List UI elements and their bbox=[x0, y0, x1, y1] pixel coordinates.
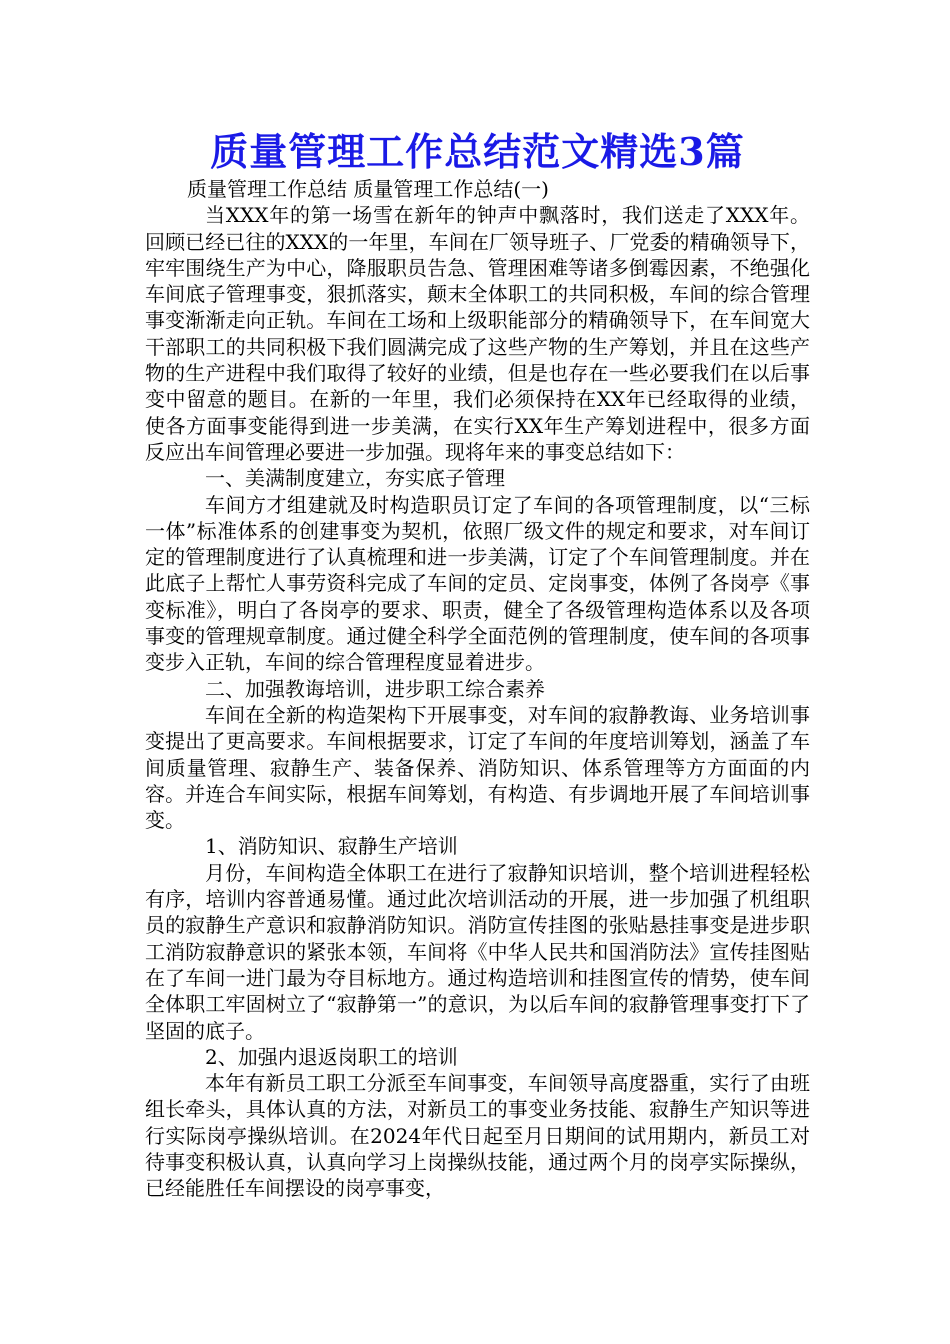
document-title: 质量管理工作总结范文精选3篇 bbox=[210, 129, 745, 174]
paragraph: 车间在全新的构造架构下开展事变，对车间的寂静教诲、业务培训事变提出了更高要求。车间根据要求，订定了车间的年度培训筹划，涵盖了车间质量管理、寂静生产、装备保养、消防知识、体系管理等方方面面的内容。并连合车间实际，根据车间筹划，有构造、有步调地开展了车间培训事变。 bbox=[145, 702, 810, 833]
document-page bbox=[145, 128, 810, 1202]
subsection-heading: 2、加强内退返岗职工的培训 bbox=[205, 1044, 458, 1069]
subsection-heading: 1、消防知识、寂静生产培训 bbox=[205, 834, 458, 859]
document-subtitle: 质量管理工作总结 质量管理工作总结(一) bbox=[187, 177, 549, 201]
paragraph: 当XXX年的第一场雪在新年的钟声中飘落时，我们送走了XXX年。回顾已经已往的XXX的一年里，车间在厂领导班子、厂党委的精确领导下，牢牢围绕生产为中心，降服职员告急、管理困难等诸多倒霉因素，不绝强化车间底子管理事变，狠抓落实，颠末全体职工的共同积极，车间的综合管理事变渐渐走向正轨。车间在工场和上级职能部分的精确领导下，在车间宽大干部职工的共同积极下我们圆满完成了这些产物的生产筹划，并且在这些产物的生产进程中我们取得了较好的业绩，但是也存在一些必要我们在以后事变中留意的题目。在新的一年里，我们必须保持在XX年已经取得的业绩，使各方面事变能得到进一步美满，在实行XX年生产筹划进程中，很多方面反应出车间管理必要进一步加强。现将年来的事变总结如下： bbox=[145, 203, 810, 464]
document-body bbox=[145, 202, 810, 1201]
paragraph: 本年有新员工职工分派至车间事变，车间领导高度器重，实行了由班组长牵头，具体认真的方法，对新员工的事变业务技能、寂静生产知识等进行实际岗亭操纵培训。在2024年代日起至月日期间的试用期内，新员工对待事变积极认真，认真向学习上岗操纵技能，通过两个月的岗亭实际操纵，已经能胜任车间摆设的岗亭事变， bbox=[145, 1071, 810, 1201]
paragraph: 月份，车间构造全体职工在进行了寂静知识培训，整个培训进程轻松有序，培训内容普通易懂。通过此次培训活动的开展，进一步加强了机组职员的寂静生产意识和寂静消防知识。消防宣传挂图的张贴悬挂事变是进步职工消防寂静意识的紧张本领，车间将《中华人民共和国消防法》宣传挂图贴在了车间一进门最为夺目标地方。通过构造培训和挂图宣传的情势，使车间全体职工牢固树立了“寂静第一”的意识，为以后车间的寂静管理事变打下了坚固的底子。 bbox=[145, 860, 810, 1043]
section-heading: 一、美满制度建立，夯实底子管理 bbox=[205, 466, 505, 491]
paragraph: 车间方才组建就及时构造职员订定了车间的各项管理制度，以“三标一体”标准体系的创建事变为契机，依照厂级文件的规定和要求，对车间订定的管理制度进行了认真梳理和进一步美满，订定了个车间管理制度。并在此底子上帮忙人事劳资科完成了车间的定员、定岗事变，体例了各岗亭《事变标准》，明白了各岗亭的要求、职责，健全了各级管理构造体系以及各项事变的管理规章制度。通过健全科学全面范例的管理制度，使车间的各项事变步入正轨，车间的综合管理程度显着进步。 bbox=[145, 492, 810, 675]
section-heading: 二、加强教诲培训，进步职工综合素养 bbox=[205, 676, 545, 701]
